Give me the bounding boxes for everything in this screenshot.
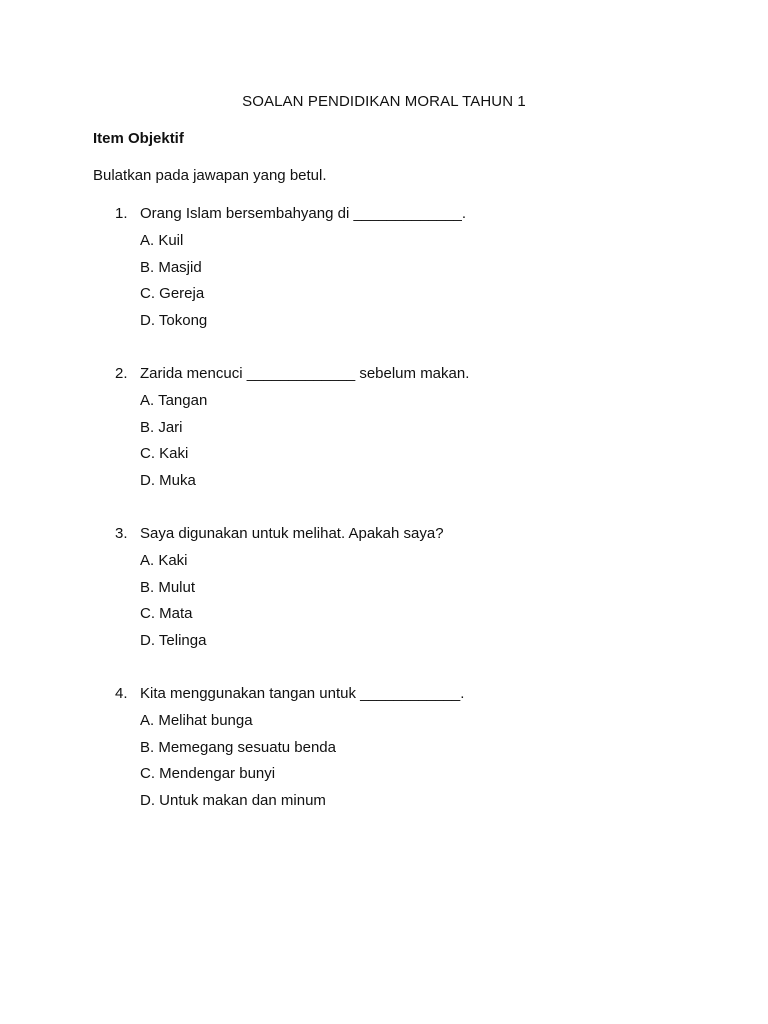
option-d[interactable] — [0, 632, 768, 659]
option-label: B. Jari — [140, 418, 183, 436]
option-b[interactable] — [0, 739, 768, 766]
question-3 — [0, 525, 768, 659]
question-text: Zarida mencuci _____________ sebelum makan. — [140, 365, 470, 382]
option-c[interactable] — [0, 445, 768, 472]
option-label: D. Untuk makan dan minum — [140, 792, 326, 810]
option-c[interactable] — [0, 285, 768, 312]
option-label: A. Kaki — [140, 552, 188, 569]
question-text: Saya digunakan untuk melihat. Apakah saya? — [140, 525, 444, 542]
question-number: 4. — [115, 685, 128, 702]
question-number: 3. — [115, 525, 128, 542]
option-b[interactable] — [0, 259, 768, 286]
option-a[interactable] — [0, 712, 768, 739]
option-label: D. Muka — [140, 472, 196, 490]
option-c[interactable] — [0, 605, 768, 632]
option-a[interactable] — [0, 552, 768, 579]
option-label: D. Telinga — [140, 632, 207, 650]
option-label: C. Gereja — [140, 285, 205, 303]
question-text: Kita menggunakan tangan untuk ____________. — [140, 685, 465, 702]
option-label: B. Mulut — [140, 578, 196, 596]
option-b[interactable] — [0, 579, 768, 606]
option-label: A. Melihat bunga — [140, 712, 253, 729]
document-title: SOALAN PENDIDIKAN MORAL TAHUN 1 — [242, 93, 526, 110]
option-label: C. Mendengar bunyi — [140, 765, 276, 783]
option-a[interactable] — [0, 232, 768, 259]
option-d[interactable] — [0, 472, 768, 499]
option-d[interactable] — [0, 312, 768, 339]
question-4 — [0, 685, 768, 819]
question-1 — [0, 205, 768, 339]
option-label: C. Mata — [140, 605, 193, 623]
option-label: B. Masjid — [140, 258, 202, 276]
question-2 — [0, 365, 768, 499]
instruction-text: Bulatkan pada jawapan yang betul. — [93, 167, 327, 184]
option-label: A. Kuil — [140, 232, 184, 249]
option-b[interactable] — [0, 419, 768, 446]
option-label: C. Kaki — [140, 445, 189, 463]
option-label: D. Tokong — [140, 312, 208, 330]
section-heading: Item Objektif — [93, 130, 184, 147]
question-text: Orang Islam bersembahyang di _____________. — [140, 205, 467, 222]
option-d[interactable] — [0, 792, 768, 819]
question-number: 2. — [115, 365, 128, 382]
question-number: 1. — [115, 205, 128, 222]
option-c[interactable] — [0, 765, 768, 792]
option-label: A. Tangan — [140, 392, 208, 409]
option-label: B. Memegang sesuatu benda — [140, 738, 336, 756]
option-a[interactable] — [0, 392, 768, 419]
